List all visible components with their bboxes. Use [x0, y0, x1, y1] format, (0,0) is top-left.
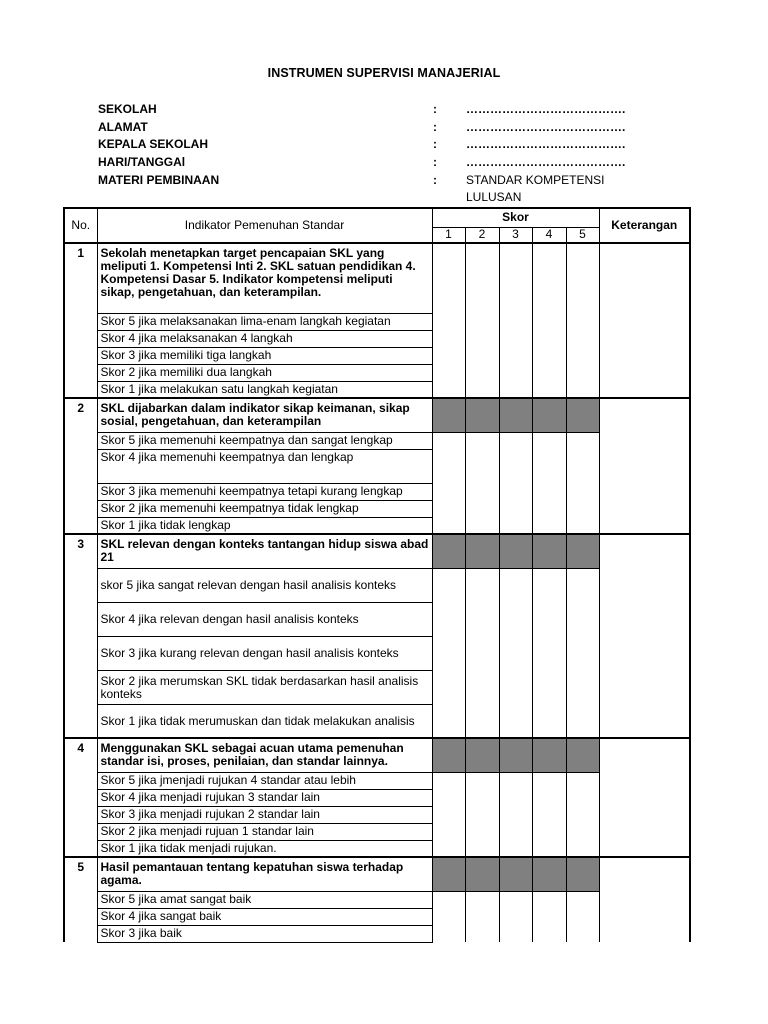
score-cell[interactable]	[499, 243, 532, 398]
info-colon: :	[433, 119, 437, 134]
score-cell[interactable]	[465, 432, 499, 534]
header-indikator: Indikator Pemenuhan Standar	[97, 208, 432, 243]
criteria-row	[64, 891, 690, 908]
score-cell[interactable]	[499, 772, 532, 857]
criteria-text: Skor 3 jika baik	[97, 925, 432, 942]
score-cell-disabled	[432, 738, 465, 772]
criteria-text: Skor 5 jika amat sangat baik	[97, 891, 432, 908]
score-cell[interactable]	[465, 772, 499, 857]
table-row	[64, 243, 690, 313]
score-cell-disabled	[465, 534, 499, 568]
score-cell[interactable]	[532, 243, 566, 398]
item-number: 2	[64, 398, 97, 534]
score-cell[interactable]	[499, 891, 532, 942]
score-cell[interactable]	[499, 568, 532, 738]
header-score-5: 5	[566, 227, 599, 243]
info-label: ALAMAT	[98, 119, 148, 134]
table-row	[64, 738, 690, 772]
keterangan-cell[interactable]	[599, 857, 690, 942]
info-row-materi-pembinaan	[98, 172, 658, 205]
criteria-row	[64, 432, 690, 449]
indicator-text: SKL dijabarkan dalam indikator sikap keimanan, sikap sosial, pengetahuan, dan keterampilan	[97, 398, 432, 432]
score-cell[interactable]	[566, 432, 599, 534]
info-label: KEPALA SEKOLAH	[98, 137, 209, 152]
criteria-text: Skor 1 jika melakukan satu langkah kegiatan	[97, 381, 432, 398]
criteria-text: Skor 4 jika melaksanakan 4 langkah	[97, 330, 432, 347]
score-cell-disabled	[566, 534, 599, 568]
info-label: MATERI PEMBINAAN	[98, 172, 220, 187]
indicator-text: SKL relevan dengan konteks tantangan hidup siswa abad 21	[97, 534, 432, 568]
score-cell[interactable]	[566, 243, 599, 398]
criteria-text: Skor 3 jika kurang relevan dengan hasil analisis konteks	[97, 636, 432, 670]
table-row	[64, 857, 690, 891]
score-cell[interactable]	[566, 568, 599, 738]
score-cell-disabled	[432, 857, 465, 891]
score-cell[interactable]	[499, 432, 532, 534]
info-row-alamat	[98, 119, 658, 137]
criteria-text: Skor 2 jika merumskan SKL tidak berdasarkan hasil analisis konteks	[97, 670, 432, 704]
info-value-blank[interactable]: ………………………………….	[466, 137, 626, 152]
info-row-sekolah	[98, 101, 658, 119]
score-cell-disabled	[499, 534, 532, 568]
score-cell-disabled	[532, 738, 566, 772]
keterangan-cell[interactable]	[599, 738, 690, 857]
criteria-text: Skor 5 jika melaksanakan lima-enam langkah kegiatan	[97, 313, 432, 330]
score-cell[interactable]	[566, 772, 599, 857]
score-cell[interactable]	[432, 568, 465, 738]
info-block	[98, 101, 658, 205]
info-colon: :	[433, 102, 437, 116]
score-cell-disabled	[499, 398, 532, 432]
info-label: HARI/TANGGAl	[98, 155, 186, 170]
document-title: INSTRUMEN SUPERVISI MANAJERIAL	[267, 66, 501, 80]
keterangan-cell[interactable]	[599, 398, 690, 534]
info-value-blank[interactable]: ………………………………….	[466, 155, 626, 170]
criteria-text: Skor 5 jika jmenjadi rujukan 4 standar atau lebih	[97, 772, 432, 789]
score-cell-disabled	[432, 398, 465, 432]
criteria-row	[64, 772, 690, 789]
item-number: 3	[64, 534, 97, 738]
score-cell[interactable]	[532, 568, 566, 738]
item-number: 5	[64, 857, 97, 942]
criteria-text: Skor 1 jika tidak lengkap	[97, 517, 432, 534]
table-row	[64, 534, 690, 568]
score-cell-disabled	[532, 857, 566, 891]
score-cell-disabled	[465, 857, 499, 891]
score-cell-disabled	[566, 857, 599, 891]
item-number: 4	[64, 738, 97, 857]
criteria-text: Skor 2 jika menjadi rujuan 1 standar lain	[97, 823, 432, 840]
info-colon: :	[433, 172, 437, 187]
info-value-blank[interactable]: ………………………………….	[466, 119, 626, 134]
score-cell[interactable]	[465, 568, 499, 738]
table-row	[64, 398, 690, 432]
criteria-text: Skor 5 jika memenuhi keempatnya dan sangat lengkap	[97, 432, 432, 449]
score-cell[interactable]	[432, 772, 465, 857]
criteria-row	[64, 568, 690, 602]
header-score-3: 3	[499, 227, 532, 243]
info-row-hari-tanggal	[98, 154, 658, 172]
score-cell[interactable]	[432, 243, 465, 398]
assessment-table	[63, 207, 691, 943]
header-no: No.	[64, 208, 97, 243]
score-cell[interactable]	[465, 891, 499, 942]
criteria-text: Skor 3 jika memenuhi keempatnya tetapi kurang lengkap	[97, 483, 432, 500]
criteria-text: Skor 4 jika menjadi rujukan 3 standar lain	[97, 789, 432, 806]
indicator-text: Menggunakan SKL sebagai acuan utama pemenuhan standar isi, proses, penilaian, dan standar lainnya.	[97, 738, 432, 772]
score-cell-disabled	[532, 398, 566, 432]
criteria-text: Skor 4 jika sangat baik	[97, 908, 432, 925]
header-score-1: 1	[432, 227, 465, 243]
criteria-text: Skor 3 jika memiliki tiga langkah	[97, 347, 432, 364]
keterangan-cell[interactable]	[599, 534, 690, 738]
criteria-text: Skor 2 jika memiliki dua langkah	[97, 364, 432, 381]
score-cell-disabled	[499, 857, 532, 891]
score-cell-disabled	[566, 398, 599, 432]
header-score-4: 4	[532, 227, 566, 243]
score-cell[interactable]	[432, 891, 465, 942]
criteria-text: Skor 4 jika relevan dengan hasil analisis konteks	[97, 602, 432, 636]
keterangan-cell[interactable]	[599, 243, 690, 398]
score-cell[interactable]	[532, 432, 566, 534]
score-cell[interactable]	[432, 432, 465, 534]
criteria-text: Skor 1 jika tidak merumuskan dan tidak melakukan analisis	[97, 704, 432, 738]
criteria-text: skor 5 jika sangat relevan dengan hasil analisis konteks	[97, 568, 432, 602]
criteria-text: Skor 4 jika memenuhi keempatnya dan lengkap	[97, 449, 432, 483]
info-label: SEKOLAH	[98, 102, 157, 116]
indicator-text: Hasil pemantauan tentang kepatuhan siswa terhadap agama.	[97, 857, 432, 891]
criteria-text: Skor 1 jika tidak menjadi rujukan.	[97, 840, 432, 857]
criteria-text: Skor 2 jika memenuhi keempatnya tidak lengkap	[97, 500, 432, 517]
score-cell-disabled	[566, 738, 599, 772]
info-colon: :	[433, 155, 437, 170]
info-row-kepala-sekolah	[98, 136, 658, 154]
info-colon: :	[433, 137, 437, 152]
indicator-text: Sekolah menetapkan target pencapaian SKL yang meliputi 1. Kompetensi Inti 2. SKL satuan pendidikan 4. Kompetensi Dasar 5. Indikator kompetensi meliputi sikap, pengetahuan, dan keterampilan.	[97, 243, 432, 313]
score-cell-disabled	[532, 534, 566, 568]
header-keterangan: Keterangan	[599, 208, 690, 243]
score-cell-disabled	[499, 738, 532, 772]
score-cell[interactable]	[465, 243, 499, 398]
item-number: 1	[64, 243, 97, 398]
score-cell[interactable]	[532, 891, 566, 942]
criteria-text: Skor 3 jika menjadi rujukan 2 standar lain	[97, 806, 432, 823]
info-value-blank[interactable]: ………………………………….	[466, 102, 626, 116]
header-score-2: 2	[465, 227, 499, 243]
score-cell-disabled	[465, 398, 499, 432]
info-value-materi: STANDAR KOMPETENSI LULUSAN	[466, 172, 605, 205]
header-skor: Skor	[432, 208, 599, 227]
score-cell-disabled	[432, 534, 465, 568]
score-cell-disabled	[465, 738, 499, 772]
score-cell[interactable]	[566, 891, 599, 942]
score-cell[interactable]	[532, 772, 566, 857]
